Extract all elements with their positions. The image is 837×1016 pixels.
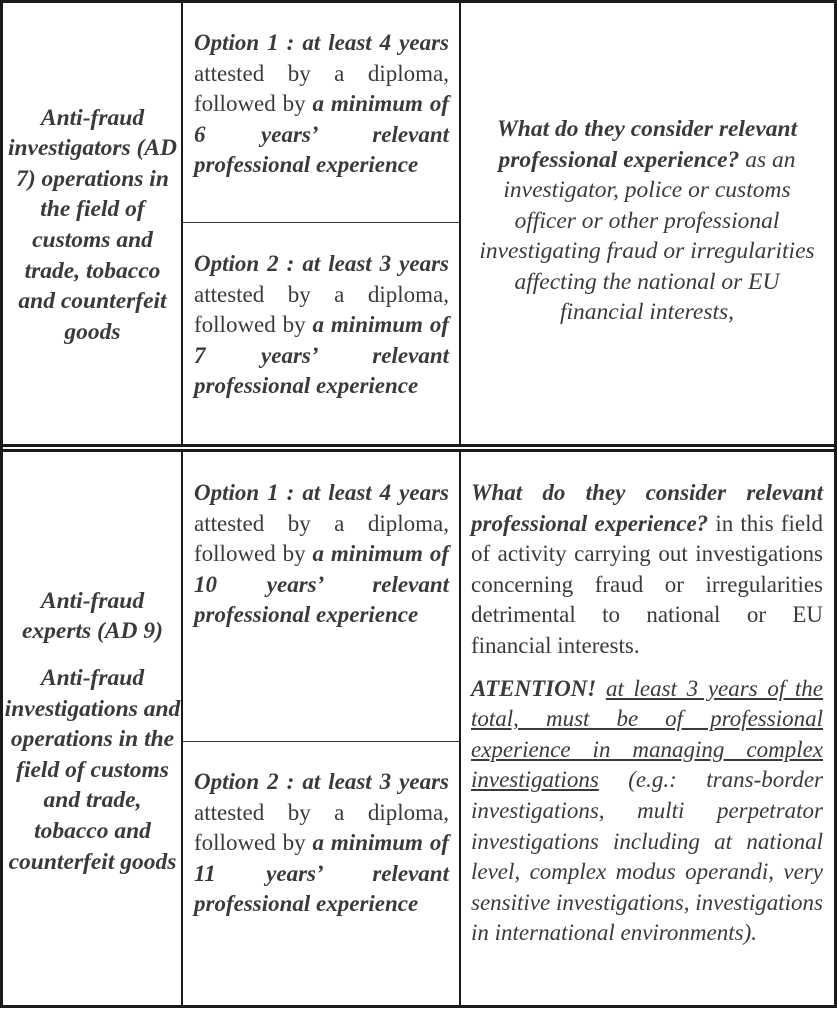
row2-option1-label: Option 1 : at least 4 years: [194, 480, 449, 505]
row1-option1: [183, 28, 459, 181]
attention-label: ATENTION!: [471, 675, 597, 701]
col-divider-2-row1: [459, 0, 461, 447]
row1-answer: as an investigator, police or customs officer or other professional investigating fraud or irregularities affecting the national or EU financial interests,: [479, 146, 815, 326]
attention-examples: (e.g.: trans-border investigations, multi perpetrator investigations including at national level, complex modus operandi, very sensitive investigations, investigations in international environments).: [471, 767, 823, 946]
row2-answer: in this field of activity carrying out investigations concerning fraud or irregularities detrimental to national or EU financial interests.: [471, 510, 823, 658]
row1-title-text: Anti-fraud investigators (AD 7) operations in the field of customs and trade, tobacco and counterfeit goods: [7, 104, 178, 345]
row1-position-title: [4, 4, 181, 444]
row2-option2: [183, 767, 459, 920]
row1-option2-mid: attested by a diploma, followed by: [194, 281, 449, 338]
row2-position-title: [4, 453, 181, 1004]
option-divider-row1: [183, 222, 459, 223]
border-bottom: [0, 1005, 837, 1008]
row1-option2: [183, 249, 459, 402]
row2-description: [461, 478, 833, 949]
col-divider-1-row2: [181, 449, 183, 1008]
row1-question: What do they consider relevant professional experience?: [496, 115, 798, 173]
row2-question: What do they consider relevant professional experience?: [471, 480, 823, 536]
border-left: [0, 0, 3, 1008]
row2-option1-tail: a minimum of 10 years’ relevant professional experience: [194, 541, 449, 628]
row1-option2-tail: a minimum of 7 years’ relevant professional experience: [194, 312, 449, 399]
row2-option2-tail: a minimum of 11 years’ relevant professional experience: [194, 830, 449, 917]
attention-requirement: at least 3 years of the total, must be of professional experience in managing complex investigations: [471, 675, 823, 793]
row1-option2-label: Option 2 : at least 3 years: [194, 251, 449, 276]
row2-title-field: Anti-fraud investigations and operations in the field of customs and trade, tobacco and counterfeit goods: [4, 665, 181, 875]
border-top: [0, 0, 837, 3]
row2-title-grade: Anti-fraud experts (AD 9): [22, 587, 163, 645]
row2-option2-mid: attested by a diploma, followed by: [194, 799, 449, 856]
row-separator-b: [0, 449, 837, 452]
col-divider-1-row1: [181, 0, 183, 447]
row2-option1: [183, 478, 459, 631]
row1-option1-label: Option 1 : at least 4 years: [194, 30, 449, 55]
row1-option1-mid: attested by a diploma, followed by: [194, 60, 449, 117]
row2-option1-mid: attested by a diploma, followed by: [194, 510, 449, 567]
row1-description: [461, 4, 833, 444]
row1-option1-tail: a minimum of 6 years’ relevant professional experience: [194, 91, 449, 178]
col-divider-2-row2: [459, 449, 461, 1008]
row-separator-a: [0, 444, 837, 447]
row2-option2-label: Option 2 : at least 3 years: [194, 769, 449, 794]
option-divider-row2: [183, 741, 459, 742]
